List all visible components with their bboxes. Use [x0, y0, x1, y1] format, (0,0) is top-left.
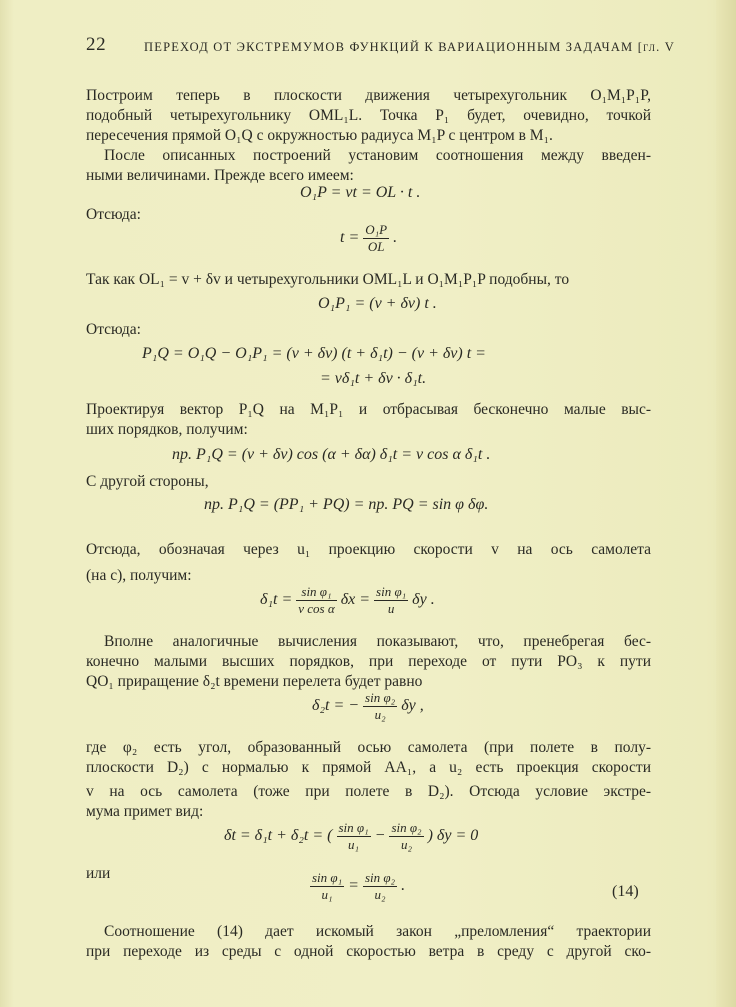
denominator: u₁ — [348, 837, 360, 852]
denominator: OL — [367, 239, 385, 254]
equation-5: пр. P₁Q = (v + δv) cos (α + δα) δ₁t = v cos α δ₁t . — [172, 446, 491, 463]
fraction — [374, 584, 408, 617]
equation-3: O₁P₁ = (v + δv) t . — [318, 295, 437, 312]
text-line: или — [86, 865, 111, 882]
text-line: мума примет вид: — [86, 803, 204, 820]
numerator: O₁P — [365, 222, 388, 237]
equation-9 — [224, 820, 478, 853]
otsyuda-2 — [86, 320, 651, 340]
text-line: подобный четырехугольнику OML₁L. Точка P₁ будет, очевидно, точкой — [86, 107, 651, 124]
numerator: sin φ₂ — [365, 690, 396, 705]
equation-8 — [312, 690, 424, 723]
text-line: при переходе из среды с одной скоростью ветра в среду с другой ско- — [86, 943, 651, 960]
equation-1: O₁P = vt = OL · t . — [300, 184, 421, 201]
text-line: ными величинами. Прежде всего имеем: — [86, 167, 354, 184]
paragraph-1 — [86, 86, 651, 146]
running-title — [144, 40, 675, 55]
denominator: u₂ — [374, 707, 386, 722]
paragraph-7 — [86, 632, 651, 692]
denominator: u₂ — [374, 887, 386, 902]
text-line: Соотношение (14) дает искомый закон „преломления“ траектории — [104, 923, 651, 940]
eq-lhs: t = — [340, 229, 360, 247]
numerator: sin φ₂ — [391, 820, 422, 835]
text-line: После описанных построений установим соотношения между введен- — [104, 147, 651, 164]
fraction — [363, 222, 389, 255]
eq-end: . — [401, 877, 406, 895]
paragraph-3 — [86, 270, 651, 290]
text-line: где φ₂ есть угол, образованный осью самолета (при полете в полу- — [86, 739, 651, 756]
numerator: sin φ₂ — [364, 870, 396, 885]
fraction — [363, 690, 397, 723]
numerator: sin φ₁ — [312, 870, 343, 885]
running-title-text: ПЕРЕХОД ОТ ЭКСТРЕМУМОВ ФУНКЦИЙ К ВАРИАЦИОННЫМ ЗАДАЧАМ — [144, 40, 634, 54]
equation-4b: = vδ₁t + δv · δ₁t. — [320, 370, 427, 387]
denominator: v cos α — [298, 601, 335, 616]
text-line: Отсюда: — [86, 321, 141, 338]
eq-minus: − — [374, 827, 386, 845]
page-number: 22 — [86, 34, 107, 55]
numerator: sin φ₁ — [296, 584, 336, 601]
equation-number: (14) — [612, 883, 639, 900]
paragraph-8 — [86, 738, 651, 822]
equation-7 — [260, 584, 435, 617]
text-line: С другой стороны, — [86, 473, 209, 490]
text-line: пересечения прямой O₁Q с окружностью радиуса M₁P с центром в M₁. — [86, 127, 553, 144]
text-line: (на c), получим: — [86, 567, 192, 584]
denominator: u₁ — [321, 887, 333, 902]
eq-lhs: δ₁t = — [260, 591, 293, 609]
paragraph-9 — [86, 922, 651, 962]
eq-end: δy . — [412, 591, 435, 609]
text-line: Отсюда: — [86, 206, 141, 223]
denominator: u — [387, 601, 395, 616]
fraction — [296, 584, 336, 617]
text-line: QO₁ приращение δ₂t времени перелета будет равно — [86, 673, 423, 690]
text-line: плоскости D₂) с нормалью к прямой AA₁, а u₂ есть проекция скорости — [86, 759, 651, 776]
equation-10 — [310, 870, 405, 903]
fraction — [363, 870, 397, 903]
text-line: v на ось самолета (тоже при полете в D₂). Отсюда условие экстре- — [86, 783, 651, 800]
eq-equals: = — [348, 877, 359, 895]
fraction — [310, 870, 344, 903]
numerator: sin φ₁ — [338, 820, 369, 835]
numerator: sin φ₁ — [376, 584, 407, 599]
fraction — [389, 820, 423, 853]
paragraph-4 — [86, 400, 651, 440]
paragraph-2 — [86, 146, 651, 186]
paragraph-6 — [86, 540, 651, 586]
eq-end: ) δy = 0 — [427, 827, 479, 845]
equation-6: пр. P₁Q = (PP₁ + PQ) = пр. PQ = sin φ δφ. — [204, 496, 489, 513]
eq-middle: δx = — [340, 591, 371, 609]
text-line: Так как OL₁ = v + δv и четырехугольники OML₁L и O₁M₁P₁P подобны, то — [86, 271, 570, 288]
chapter-label: [гл. V — [637, 40, 675, 54]
text-line: конечно малыми высших порядков, при переходе от пути PO₃ к пути — [86, 653, 651, 670]
text-line: ших порядков, получим: — [86, 421, 248, 438]
eq-end: δy , — [401, 697, 424, 715]
text-line: Вполне аналогичные вычисления показывают, что, пренебрегая бес- — [104, 633, 651, 650]
equation-4a: P₁Q = O₁Q − O₁P₁ = (v + δv) (t + δ₁t) − (v + δv) t = — [142, 345, 486, 362]
text-line: Построим теперь в плоскости движения четырехугольник O₁M₁P₁P, — [86, 87, 651, 104]
fraction — [337, 820, 371, 853]
eq-lhs: δ₂t = − — [312, 697, 360, 715]
paragraph-5 — [86, 472, 651, 492]
eq-lhs: δt = δ₁t + δ₂t = ( — [224, 827, 333, 845]
text-line: Проектируя вектор P₁Q на M₁P₁ и отбрасывая бесконечно малые выс- — [86, 401, 651, 418]
denominator: u₂ — [400, 837, 413, 852]
page-edge — [716, 0, 736, 1007]
equation-2: t = $\frac{\text{O₁P}}{OL}$ . — [340, 222, 398, 254]
text-line: Отсюда, обозначая через u₁ проекцию скорости v на ось самолета — [86, 541, 651, 558]
